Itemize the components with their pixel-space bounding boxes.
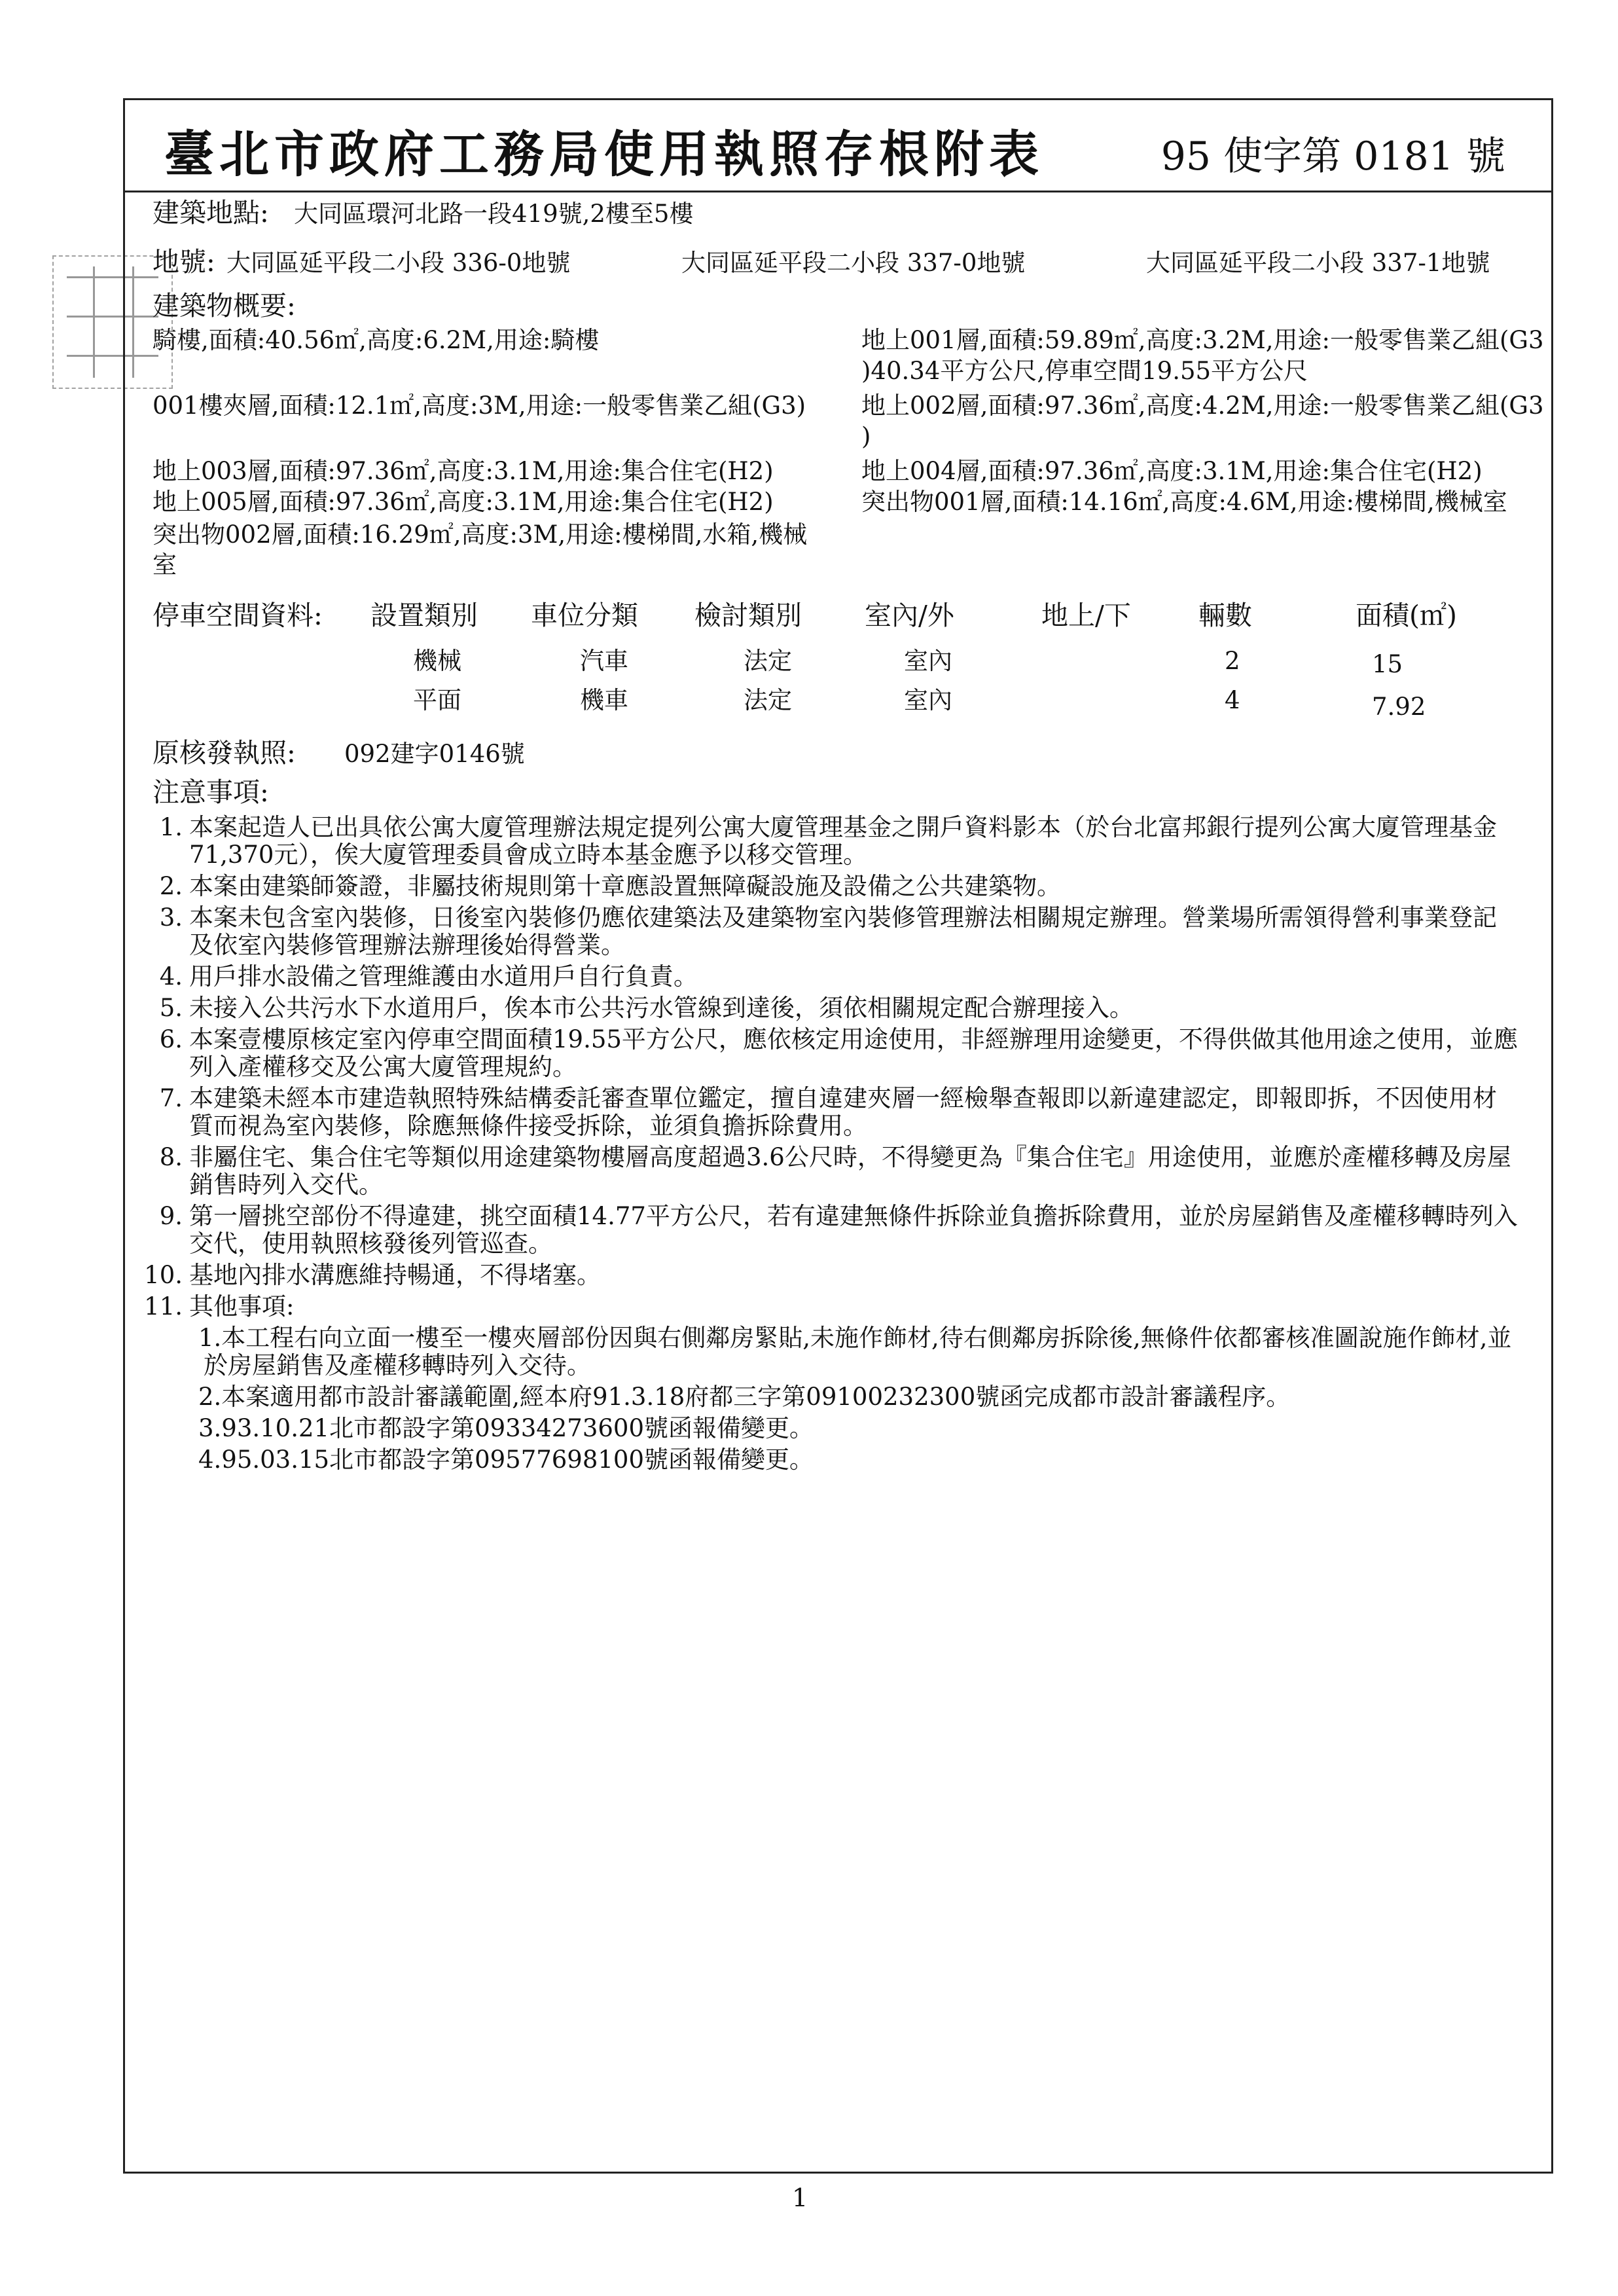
sub-note-item: 4.95.03.15北市都設字第09577698100號函報備變更。: [198, 1446, 814, 1474]
parking-header-area: 面積(㎡): [1356, 600, 1457, 631]
overview-right-3: 地上002層,面積:97.36㎡,高度:4.2M,用途:一般零售業乙組(G3: [861, 392, 1544, 420]
overview-right-1: 地上001層,面積:59.89㎡,高度:3.2M,用途:一般零售業乙組(G3: [861, 326, 1544, 354]
note-item: 3. 本案未包含室內裝修，日後室內裝修仍應依建築法及建築物室內裝修管理辦法相關規定辦理。營業場所需領得營利事業登記及依室內裝修管理辦法辦理後始得營業。: [159, 903, 1497, 959]
parking-row2-area: 7.92: [1372, 693, 1426, 721]
overview-right-2: )40.34平方公尺,停車空間19.55平方公尺: [861, 357, 1308, 385]
overview-left-5: 突出物002層,面積:16.29㎡,高度:3M,用途:樓梯間,水箱,機械: [153, 520, 808, 549]
lot-value-1: 大同區延平段二小段 336-0地號: [226, 249, 571, 277]
sub-note-item: 2.本案適用都市設計審議範圍,經本府91.3.18府都三字第09100232300號函完成都市設計審議程序。: [198, 1383, 1291, 1411]
note-item: 7. 本建築未經本市建造執照特殊結構委託審查單位鑑定，擅自違建夾層一經檢舉查報即以新違建認定，即報即拆，不因使用材質而視為室內裝修，除應無條件接受拆除，並須負擔拆除費用。: [159, 1084, 1497, 1140]
overview-right-5: 地上004層,面積:97.36㎡,高度:3.1M,用途:集合住宅(H2): [861, 457, 1483, 485]
site-label: 建築地點:: [153, 197, 269, 228]
original-permit-value: 092建字0146號: [344, 740, 525, 768]
notes-list: [130, 814, 1518, 1478]
parking-row1-count: 2: [1225, 647, 1240, 675]
note-item: 6. 本案壹樓原核定室內停車空間面積19.55平方公尺，應依核定用途使用，非經辦理用途變更，不得供做其他用途之使用，並應列入產權移交及公寓大廈管理規約。: [159, 1025, 1518, 1081]
note-item: 9. 第一層挑空部份不得違建，挑空面積14.77平方公尺，若有違建無條件拆除並負擔拆除費用，並於房屋銷售及產權移轉時列入交代，使用執照核發後列管巡查。: [159, 1202, 1518, 1258]
lot-value-2: 大同區延平段二小段 337-0地號: [681, 249, 1026, 277]
parking-label: 停車空間資料:: [153, 600, 323, 631]
note-item: 8. 非屬住宅、集合住宅等類似用途建築物樓層高度超過3.6公尺時，不得變更為『集合住宅』用途使用，並應於產權移轉及房屋銷售時列入交代。: [159, 1143, 1511, 1199]
note-item: 2. 本案由建築師簽證，非屬技術規則第十章應設置無障礙設施及設備之公共建築物。: [159, 872, 1061, 900]
parking-header-type: 設置類別: [370, 600, 478, 631]
overview-left-6: 室: [153, 551, 177, 579]
parking-row1-indoor: 室內: [904, 647, 952, 675]
parking-row1-area: 15: [1372, 650, 1403, 678]
document-title: 臺北市政府工務局使用執照存根附表: [164, 125, 1044, 183]
note-item: 4. 用戶排水設備之管理維護由水道用戶自行負責。: [159, 962, 698, 991]
site-value: 大同區環河北路一段419號,2樓至5樓: [294, 200, 694, 228]
lot-value-3: 大同區延平段二小段 337-1地號: [1146, 249, 1490, 277]
parking-row2-count: 4: [1225, 686, 1240, 714]
parking-row2-indoor: 室內: [904, 686, 952, 714]
overview-label: 建築物概要:: [153, 290, 296, 321]
parking-row2-vehicle: 機車: [580, 686, 628, 714]
page-number: 1: [792, 2183, 808, 2212]
overview-left-1: 騎樓,面積:40.56㎡,高度:6.2M,用途:騎樓: [153, 326, 600, 354]
lot-label: 地號:: [153, 246, 215, 278]
parking-header-review: 檢討類別: [694, 600, 802, 631]
permit-number: 95 使字第 0181 號: [1160, 134, 1505, 179]
parking-header-indoor: 室內/外: [865, 600, 954, 631]
sub-note-item: 1.本工程右向立面一樓至一樓夾層部份因與右側鄰房緊貼,未施作飾材,待右側鄰房拆除後,無條件依都審核准圖說施作飾材,並於房屋銷售及產權移轉時列入交待。: [198, 1324, 1512, 1379]
parking-header-vehicle: 車位分類: [531, 600, 638, 631]
parking-row1-review: 法定: [744, 647, 792, 675]
parking-row2-type: 平面: [413, 686, 461, 714]
parking-row1-type: 機械: [413, 647, 461, 675]
parking-row1-vehicle: 汽車: [580, 647, 628, 675]
overview-left-4: 地上005層,面積:97.36㎡,高度:3.1M,用途:集合住宅(H2): [153, 488, 774, 516]
note-item: 1. 本案起造人已出具依公寓大廈管理辦法規定提列公寓大廈管理基金之開戶資料影本（於台北富邦銀行提列公寓大廈管理基金71,370元），俟大廈管理委員會成立時本基金應予以移交管理。: [159, 813, 1497, 869]
overview-right-4: ): [861, 422, 871, 450]
note-item: 11. 其他事項:: [144, 1292, 295, 1321]
overview-right-6: 突出物001層,面積:14.16㎡,高度:4.6M,用途:樓梯間,機械室: [861, 488, 1507, 516]
parking-header-count: 輛數: [1198, 600, 1252, 631]
sub-note-item: 3.93.10.21北市都設字第09334273600號函報備變更。: [198, 1414, 814, 1442]
parking-row2-review: 法定: [744, 686, 792, 714]
note-item: 5. 未接入公共污水下水道用戶，俟本市公共污水管線到達後，須依相關規定配合辦理接入。: [159, 994, 1134, 1022]
parking-header-level: 地上/下: [1041, 600, 1131, 631]
original-permit-label: 原核發執照:: [153, 737, 296, 769]
document-frame: [123, 98, 1553, 2174]
notes-label: 注意事項:: [153, 776, 269, 808]
overview-left-2: 001樓夾層,面積:12.1㎡,高度:3M,用途:一般零售業乙組(G3): [153, 392, 806, 420]
title-row: [125, 100, 1551, 192]
note-item: 10. 基地內排水溝應維持暢通，不得堵塞。: [144, 1261, 601, 1289]
overview-left-3: 地上003層,面積:97.36㎡,高度:3.1M,用途:集合住宅(H2): [153, 457, 774, 485]
